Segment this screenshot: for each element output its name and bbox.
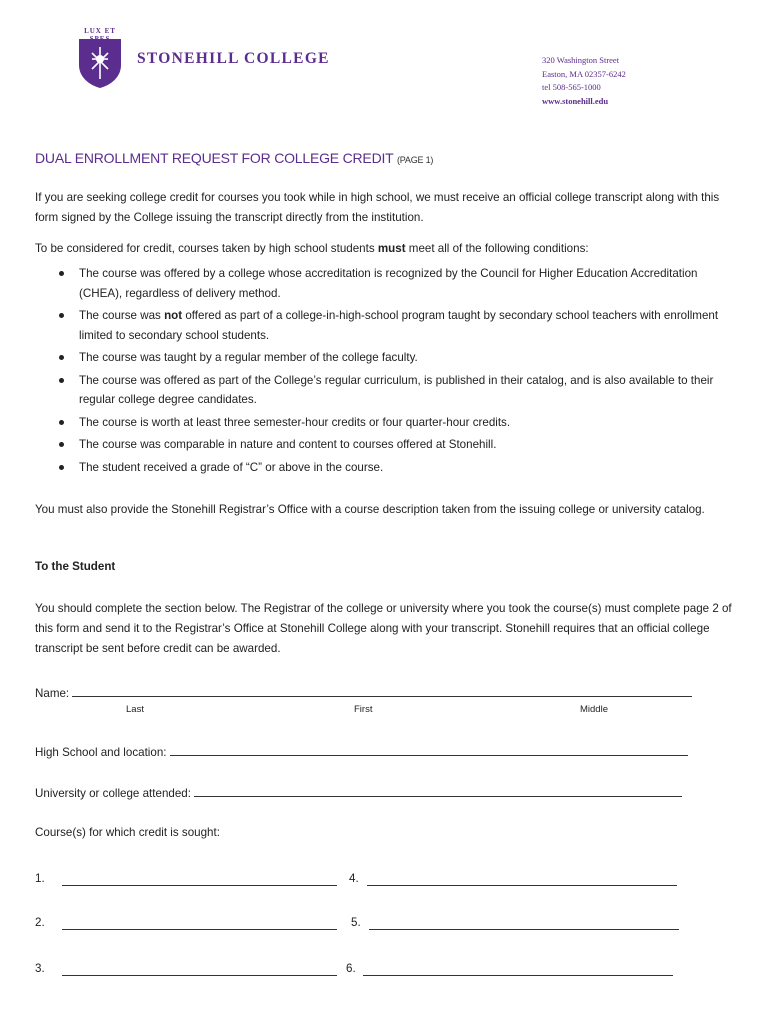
address-city: Easton, MA 02357-6242: [542, 68, 626, 79]
form-title: [35, 150, 433, 166]
condition-item: The course was not offered as part of a college-in-high-school program taught by secondary school teachers with enrollment limited to secondary school students.: [57, 306, 727, 345]
student-section-heading: To the Student: [35, 560, 116, 573]
name-part-last: Last: [126, 704, 144, 715]
address-website: www.stonehill.edu: [542, 95, 609, 106]
high-school-label: High School and location:: [35, 746, 167, 759]
course-number-1: 1.: [35, 872, 45, 885]
college-address: [542, 54, 626, 108]
name-label: Name:: [35, 687, 70, 700]
course-1-input-line[interactable]: [62, 873, 337, 886]
name-part-first: First: [354, 704, 373, 715]
conditions-list: [57, 264, 727, 480]
course-3-input-line[interactable]: [62, 963, 337, 976]
address-street: 320 Washington Street: [542, 55, 620, 65]
course-number-6: 6.: [346, 962, 356, 975]
course-2-input-line[interactable]: [62, 917, 337, 930]
course-5-input-line[interactable]: [369, 917, 679, 930]
course-4-input-line[interactable]: [367, 873, 677, 886]
college-name: STONEHILL COLLEGE: [137, 50, 330, 67]
condition-item: The course was taught by a regular member of the college faculty.: [57, 348, 727, 368]
college-motto: LUX ET: [84, 27, 116, 35]
name-input-line[interactable]: [72, 684, 692, 697]
university-label: University or college attended:: [35, 787, 191, 800]
condition-item: The course was offered as part of the College’s regular curriculum, is published in their catalog, and is also available to their regular college degree candidates.: [57, 371, 727, 410]
course-number-2: 2.: [35, 916, 45, 929]
college-shield-logo: [77, 37, 123, 89]
high-school-field: [35, 743, 688, 759]
high-school-input-line[interactable]: [170, 743, 688, 756]
form-title-page: (PAGE 1): [396, 155, 434, 165]
course-number-4: 4.: [349, 872, 359, 885]
address-phone: tel 508-565-1000: [542, 82, 601, 92]
form-title-main: DUAL ENROLLMENT REQUEST FOR COLLEGE CREDIT: [35, 150, 394, 166]
university-field: [35, 784, 682, 800]
intro-paragraph: If you are seeking college credit for courses you took while in high school, we must receive an official college transcript along with this form signed by the College issuing the transcript directly from the institution.: [35, 191, 720, 224]
name-part-middle: Middle: [580, 704, 608, 715]
condition-item: The course is worth at least three semester-hour credits or four quarter-hour credits.: [57, 413, 727, 433]
condition-item: The course was offered by a college whose accreditation is recognized by the Council for Higher Education Accreditation (CHEA), regardless of delivery method.: [57, 264, 727, 303]
condition-item: The course was comparable in nature and content to courses offered at Stonehill.: [57, 435, 727, 455]
name-field: [35, 684, 692, 700]
course-number-5: 5.: [351, 916, 361, 929]
courses-label: Course(s) for which credit is sought:: [35, 826, 220, 839]
condition-item: The student received a grade of “C” or above in the course.: [57, 458, 727, 478]
student-instructions: You should complete the section below. The Registrar of the college or university where you took the course(s) must complete page 2 of this form and send it to the Registrar’s Office at Stonehill College along with your transcript. Stonehill requires that an official college transcript be sent before credit can be awarded.: [35, 602, 732, 655]
course-6-input-line[interactable]: [363, 963, 673, 976]
course-number-3: 3.: [35, 962, 45, 975]
registrar-note: You must also provide the Stonehill Registrar’s Office with a course description taken from the issuing college or university catalog.: [35, 503, 705, 516]
university-input-line[interactable]: [194, 784, 682, 797]
conditions-lead: To be considered for credit, courses taken by high school students must meet all of the following conditions:: [35, 242, 589, 255]
